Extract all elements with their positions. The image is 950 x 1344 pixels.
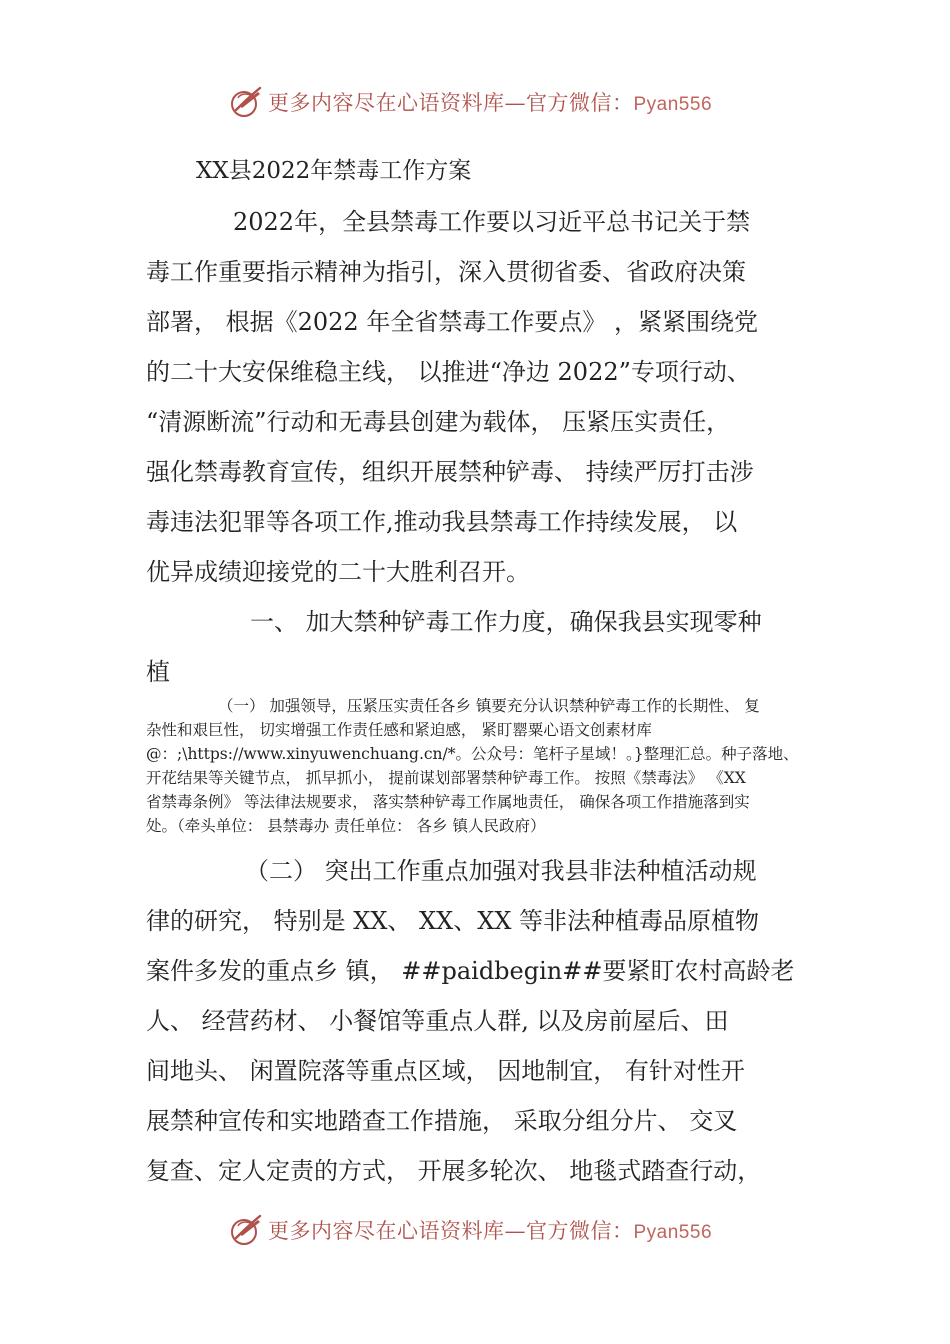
banner-text: 更多内容尽在心语资料库—官方微信： bbox=[268, 91, 634, 115]
paragraph-line: 部署， 根据《2022 年全省禁毒工作要点》 ，紧紧围绕党 bbox=[146, 308, 758, 336]
item-line: 处。（牵头单位： 县禁毒办 责任单位： 各乡 镇人民政府） bbox=[146, 817, 546, 835]
section-heading: 植 bbox=[146, 658, 170, 686]
banner-wechat-id: Pyan556 bbox=[633, 94, 713, 115]
paragraph-line: 间地头、 闲置院落等重点区域， 因地制宜， 有针对性开 bbox=[146, 1057, 745, 1085]
banner-text: 更多内容尽在心语资料库—官方微信： bbox=[268, 1219, 634, 1243]
header-banner bbox=[228, 82, 748, 122]
item-line: 杂性和艰巨性， 切实增强工作责任感和紧迫感， 紧盯罂粟心语文创素材库 bbox=[146, 721, 652, 739]
paragraph-line: 的二十大安保维稳主线， 以推进“净边 2022”专项行动、 bbox=[146, 358, 751, 386]
section-heading: 一、 加大禁种铲毒工作力度，确保我县实现零种 bbox=[250, 608, 762, 636]
paragraph-line: 展禁种宣传和实地踏查工作措施， 采取分组分片、 交叉 bbox=[146, 1107, 738, 1135]
paragraph-line: 2022年，全县禁毒工作要以习近平总书记关于禁 bbox=[233, 208, 751, 236]
item-line: @：;\https://www.xinyuwenchuang.cn/*。公众号：笔杆子星域！。}整理汇总。种子落地、 bbox=[146, 745, 799, 763]
paragraph-line: （二） 突出工作重点加强对我县非法种植活动规 bbox=[245, 857, 757, 885]
paragraph-line: 复查、定人定责的方式， 开展多轮次、 地毯式踏查行动， bbox=[146, 1157, 762, 1185]
paragraph-line: 人、 经营药材、 小餐馆等重点人群, 以及房前屋后、田 bbox=[146, 1007, 729, 1035]
item-line: （一） 加强领导，压紧压实责任各乡 镇要充分认识禁种铲毒工作的长期性、 复 bbox=[218, 697, 760, 715]
pen-logo-icon bbox=[228, 84, 264, 120]
footer-banner bbox=[228, 1210, 748, 1250]
paragraph-line: 强化禁毒教育宣传，组织开展禁种铲毒、 持续严厉打击涉 bbox=[146, 458, 754, 486]
paragraph-line: 案件多发的重点乡 镇， ##paidbegin##要紧盯农村高龄老 bbox=[146, 957, 795, 985]
pen-logo-icon bbox=[228, 1212, 264, 1248]
paragraph-line: 毒违法犯罪等各项工作,推动我县禁毒工作持续发展， 以 bbox=[146, 508, 738, 536]
paragraph-line: 毒工作重要指示精神为指引，深入贯彻省委、省政府决策 bbox=[146, 258, 746, 286]
document-title: XX县2022年禁毒工作方案 bbox=[196, 158, 472, 184]
paragraph-line: 律的研究， 特别是 XX、 XX、XX 等非法种植毒品原植物 bbox=[146, 907, 760, 935]
paragraph-line: “清源断流”行动和无毒县创建为载体， 压紧压实责任， bbox=[146, 408, 731, 436]
banner-wechat-id: Pyan556 bbox=[633, 1222, 713, 1243]
item-line: 开花结果等关键节点， 抓早抓小， 提前谋划部署禁种铲毒工作。 按照《禁毒法》 《XX bbox=[146, 769, 746, 787]
paragraph-line: 优异成绩迎接党的二十大胜利召开。 bbox=[146, 558, 530, 586]
item-line: 省禁毒条例》 等法律法规要求， 落实禁种铲毒工作属地责任， 确保各项工作措施落到实 bbox=[146, 793, 750, 811]
